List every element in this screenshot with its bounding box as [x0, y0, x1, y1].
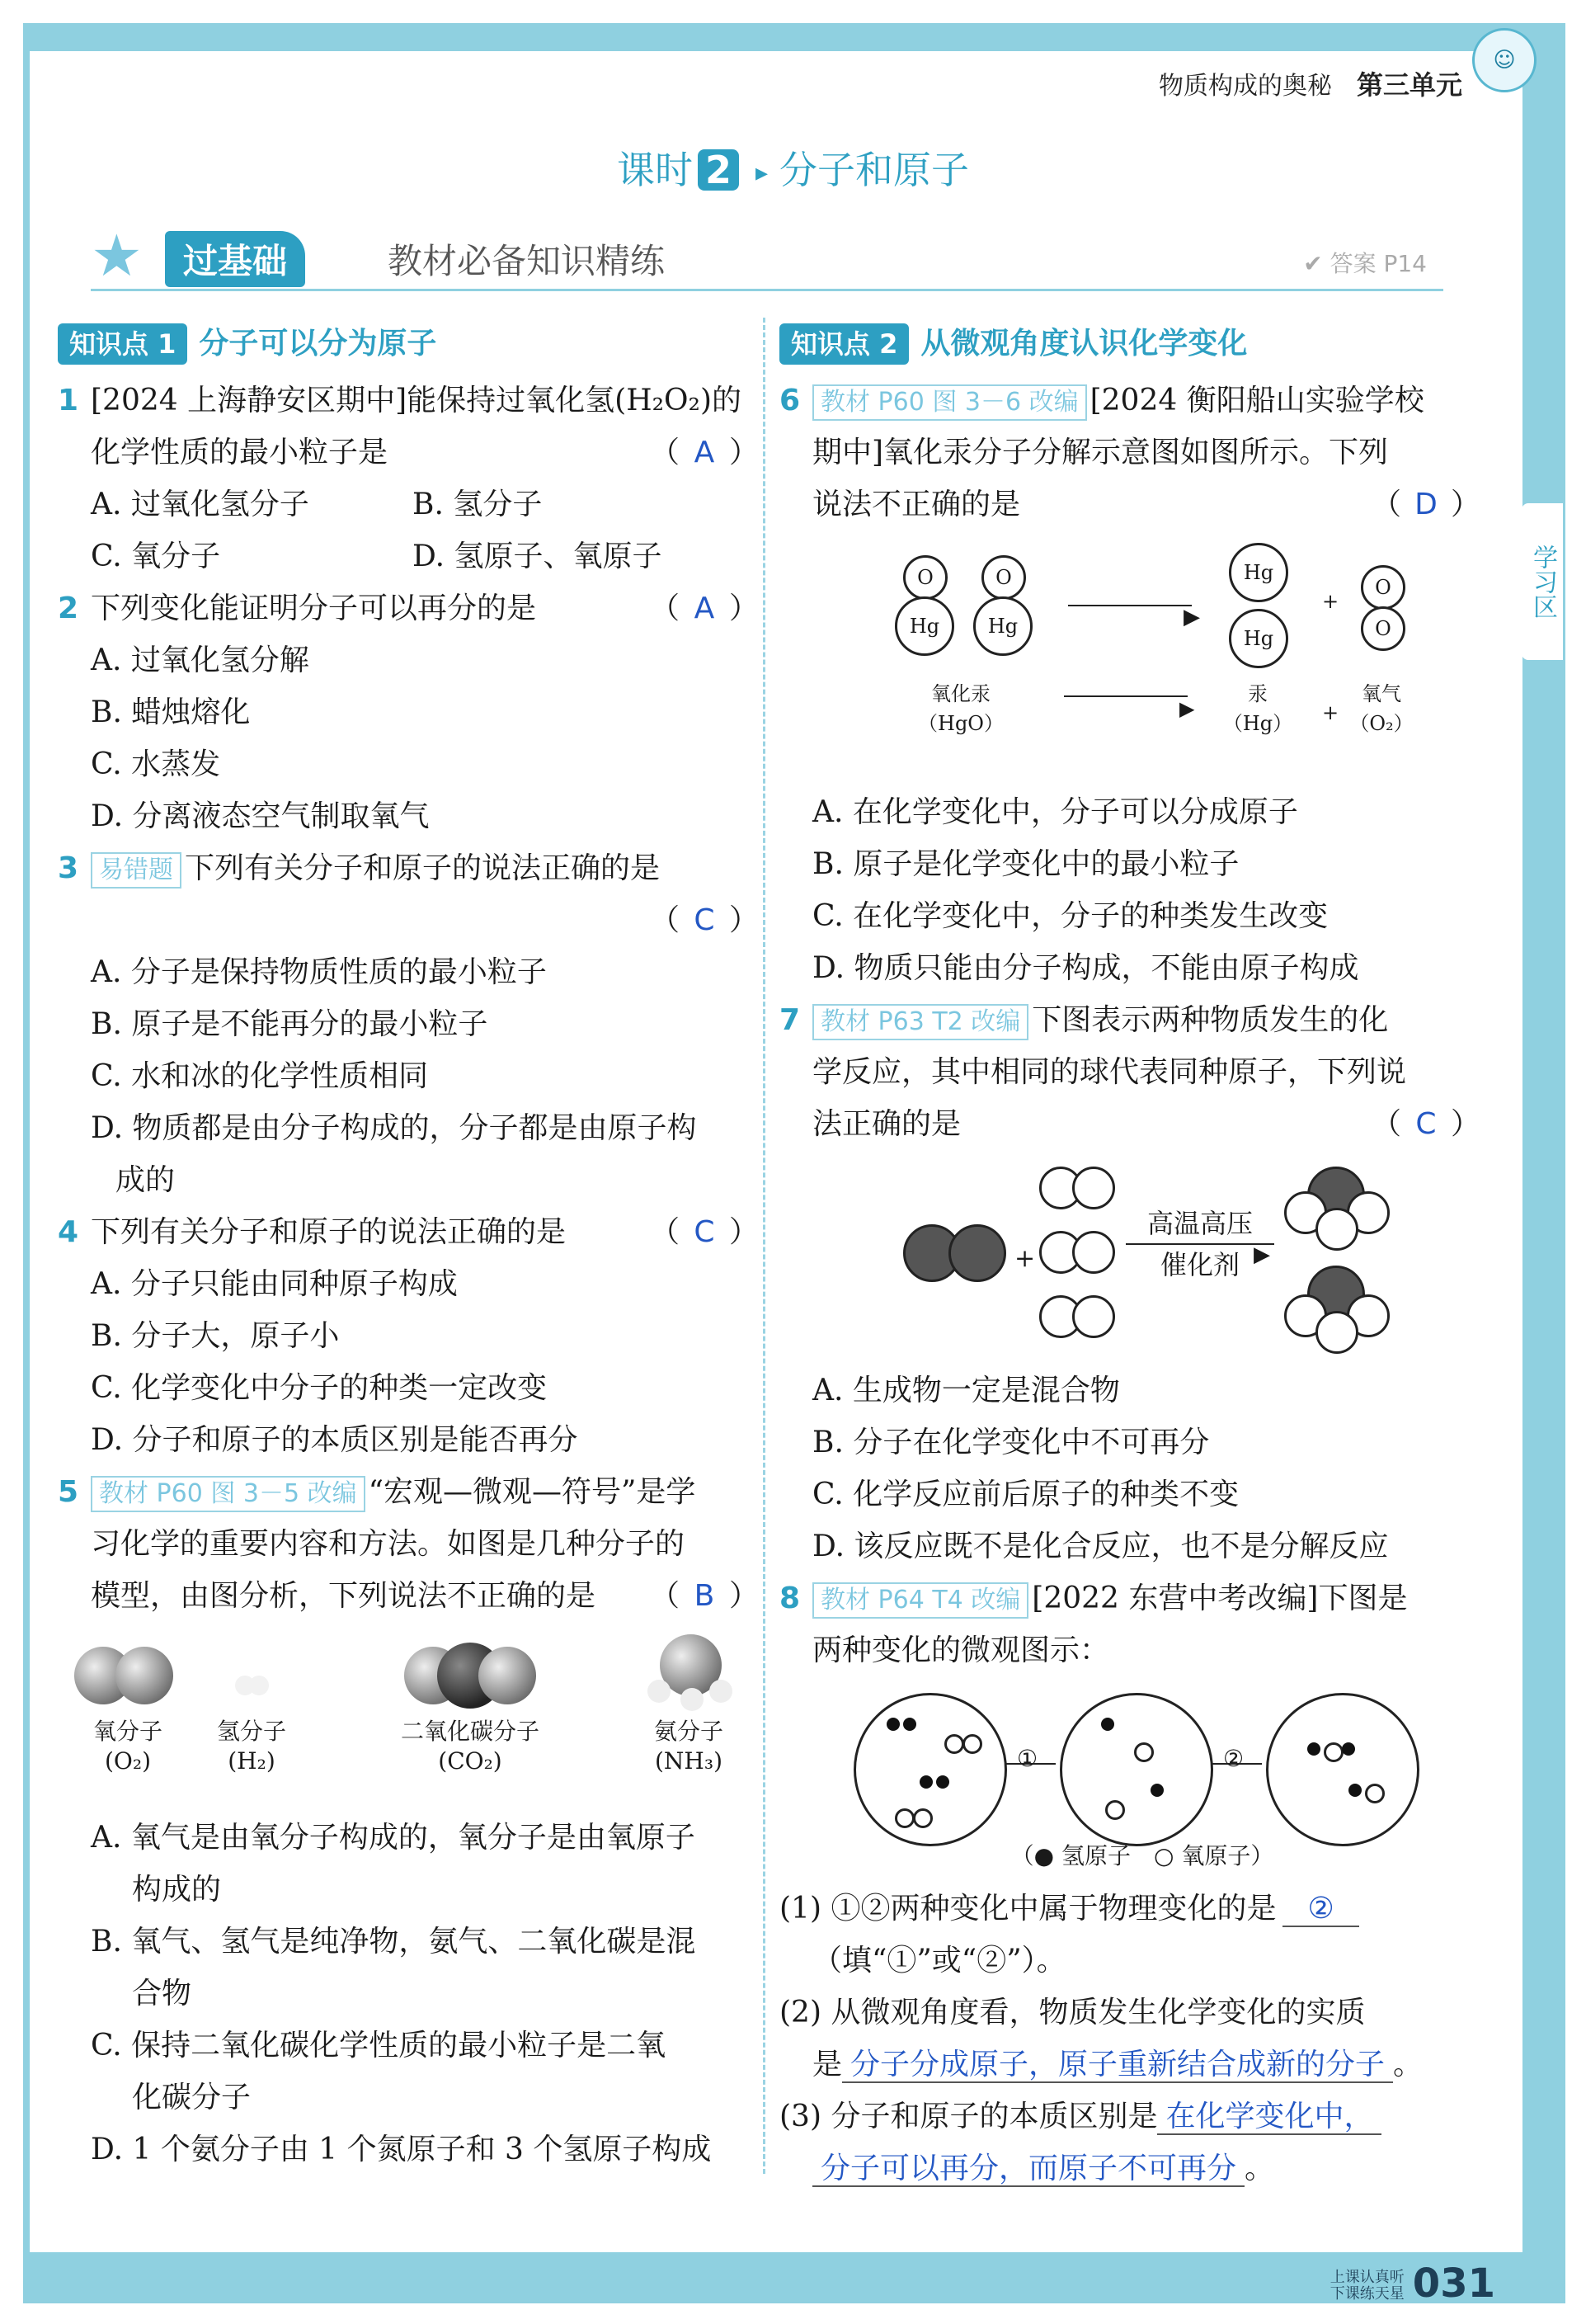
option-d: D. 该反应既不是化合反应，也不是分解反应	[812, 1530, 1389, 1563]
plus-sign: +	[1014, 1244, 1036, 1273]
option-c: C. 化学变化中分子的种类一定改变	[91, 1371, 548, 1405]
option-d: D. 分子和原子的本质区别是能否再分	[91, 1423, 578, 1457]
question-7	[779, 994, 1480, 1046]
product-label	[1340, 679, 1423, 738]
molecule-label	[635, 1717, 742, 1776]
mercury-oxide-figure	[779, 539, 1480, 778]
period: 。	[1245, 2152, 1275, 2185]
molecule-label	[74, 1717, 181, 1776]
kp-title: 分子可以分为原子	[199, 327, 437, 361]
oxygen-atom	[1324, 1742, 1344, 1762]
page-frame-left	[23, 23, 30, 2303]
answer-blank: 在化学变化中，	[1157, 2100, 1381, 2135]
answer-choice: C	[694, 903, 715, 937]
question-stem: 下图表示两种物质发生的化	[1032, 1003, 1389, 1037]
oxygen-atom	[1365, 1784, 1385, 1803]
step-1-label: ①	[1017, 1745, 1038, 1772]
option-b: B. 分子大，原子小	[91, 1319, 340, 1353]
option-a-cont: 构成的	[132, 1873, 222, 1907]
page-number: 031	[1412, 2260, 1495, 2307]
slogan-line: 上课认真听	[1330, 2269, 1405, 2286]
hydrogen-atom	[936, 1775, 949, 1789]
answer-slot: （ A ）	[650, 582, 759, 634]
question-tag: 易错题	[91, 852, 181, 889]
section-banner	[91, 223, 1443, 291]
kp-title: 从微观角度认识化学变化	[920, 327, 1248, 361]
option-a: A. 在化学变化中，分子可以分成原子	[812, 795, 1298, 829]
question-number: 1	[58, 384, 79, 417]
question-1	[58, 375, 759, 478]
triangle-icon: ▸	[755, 158, 769, 187]
left-column	[58, 318, 759, 2176]
question-stem-line	[779, 1098, 1480, 1150]
option-a: A. 过氧化氢分解	[91, 643, 309, 677]
question-stem: 下列变化能证明分子可以再分的是	[91, 592, 537, 625]
question-number: 5	[58, 1475, 79, 1509]
label-name: 汞	[1248, 682, 1268, 705]
label-formula: （Hg）	[1222, 712, 1293, 735]
light-atom	[1315, 1208, 1358, 1251]
hydrogen-atom	[680, 1688, 704, 1711]
state-circle-3	[1266, 1693, 1419, 1846]
option-c: C. 在化学变化中，分子的种类发生改变	[812, 899, 1329, 933]
option-d: D. 氢原子、氧原子	[412, 540, 662, 573]
question-number: 7	[779, 1003, 801, 1037]
label-formula: （HgO）	[918, 712, 1004, 735]
answer-page: 答案 P14	[1330, 250, 1427, 277]
question-stem: [2024 衡阳船山实验学校	[1089, 384, 1424, 417]
hydrogen-atom	[920, 1775, 933, 1789]
hydrogen-atom	[887, 1718, 900, 1731]
option-b: B. 蜡烛熔化	[91, 695, 251, 729]
question-stem-line	[779, 478, 1480, 530]
hydrogen-atom	[903, 1718, 916, 1731]
answer-blank: 分子可以再分，而原子不可再分	[812, 2152, 1245, 2187]
sub-question-text: (3) 分子和原子的本质区别是	[779, 2100, 1158, 2133]
answer-choice: A	[694, 436, 715, 469]
sub-question-1	[779, 1883, 1480, 1935]
mercury-atom: Hg	[895, 596, 954, 656]
question-5	[58, 1466, 759, 1518]
plus-sign: +	[1322, 701, 1339, 724]
page-frame-right	[1522, 23, 1565, 2300]
question-number: 3	[58, 851, 79, 885]
light-atom	[1072, 1295, 1115, 1338]
question-tag: 教材 P63 T2 改编	[812, 1004, 1028, 1040]
hydrogen-atom	[1101, 1718, 1114, 1731]
question-stem: 下列有关分子和原子的说法正确的是	[185, 851, 661, 885]
question-tag: 教材 P60 图 3－5 改编	[91, 1476, 365, 1512]
period: 。	[1393, 2048, 1424, 2081]
option-b-cont: 合物	[132, 1977, 192, 2011]
question-number: 2	[58, 592, 79, 625]
question-stem: 下列有关分子和原子的说法正确的是	[91, 1215, 567, 1249]
answer-choice: D	[1414, 488, 1438, 521]
question-3	[58, 842, 759, 894]
page-number-block	[1330, 2260, 1495, 2307]
molecule-name: 氧分子	[92, 1718, 162, 1745]
option-d: D. 物质只能由分子构成，不能由原子构成	[812, 951, 1359, 985]
molecule-name: 二氧化碳分子	[400, 1718, 539, 1745]
reactant-label	[903, 679, 1019, 738]
option-b: B. 氧气、氢气是纯净物，氨气、二氧化碳是混	[91, 1925, 696, 1959]
star-icon: ★	[91, 222, 143, 290]
mercury-atom: Hg	[973, 596, 1033, 656]
dark-atom	[948, 1224, 1006, 1282]
oxygen-atom	[895, 1808, 915, 1828]
figure-legend: （● 氢原子 ○ 氧原子）	[1010, 1842, 1274, 1869]
sub-question-2-answer	[779, 2039, 1480, 2091]
sub-question-3-answer	[779, 2143, 1480, 2194]
option-d: D. 分离液态空气制取氧气	[91, 799, 430, 833]
hydrogen-atom	[1348, 1784, 1362, 1797]
reaction-arrow	[1064, 695, 1188, 697]
sub-question-2: (2) 从微观角度看，物质发生化学变化的实质	[779, 1996, 1366, 2029]
option-a: A. 分子是保持物质性质的最小粒子	[91, 955, 547, 989]
option-d-cont: 成的	[115, 1163, 176, 1197]
label-formula: （O₂）	[1349, 712, 1414, 735]
option-a: A. 过氧化氢分子	[91, 488, 309, 521]
plus-sign: +	[1322, 590, 1339, 613]
molecule-models-figure	[58, 1630, 759, 1803]
arrow-head-icon: ▶	[1184, 605, 1200, 629]
molecule-formula: (O₂)	[104, 1747, 152, 1775]
option-a: A. 分子只能由同种原子构成	[91, 1267, 458, 1301]
answer-slot: （ A ）	[650, 427, 759, 478]
option-c: C. 水蒸发	[91, 747, 221, 781]
label-name: 氧气	[1362, 682, 1401, 705]
question-stem-text: 法正确的是	[812, 1107, 962, 1141]
question-stem-text: 说法不正确的是	[812, 488, 1021, 521]
oxygen-atom: O	[903, 555, 948, 600]
option-b: B. 分子在化学变化中不可再分	[812, 1426, 1210, 1459]
molecule-formula: (NH₃)	[655, 1747, 722, 1775]
answer-choice: B	[694, 1579, 715, 1613]
oxygen-atom: O	[981, 555, 1026, 600]
question-8	[779, 1572, 1480, 1624]
slogan-line: 下课练天星	[1330, 2285, 1405, 2303]
option-c: C. 化学反应前后原子的种类不变	[812, 1478, 1240, 1511]
option-c: C. 水和冰的化学性质相同	[91, 1059, 429, 1093]
lesson-title	[0, 140, 1586, 195]
option-b: B. 原子是不能再分的最小粒子	[91, 1007, 488, 1041]
state-circle-2	[1060, 1693, 1213, 1846]
knowledge-point-2	[779, 318, 1480, 370]
chapter-title: 物质构成的奥秘	[1158, 72, 1332, 101]
oxygen-atom	[944, 1734, 964, 1754]
step-2-label: ②	[1223, 1745, 1245, 1772]
hydrogen-atom	[1151, 1784, 1164, 1797]
lesson-name: 分子和原子	[779, 148, 970, 192]
question-stem: [2022 东营中考改编]下图是	[1032, 1582, 1408, 1615]
options-row	[58, 478, 759, 530]
microscopic-change-figure	[779, 1685, 1480, 1874]
question-stem: “宏观—微观—符号”是学	[368, 1475, 696, 1509]
question-number: 6	[779, 384, 801, 417]
section-tag: 过基础	[165, 231, 305, 287]
label-name: 氧化汞	[931, 682, 991, 705]
hydrogen-atom	[249, 1676, 269, 1695]
hydrogen-atom	[1307, 1742, 1320, 1756]
section-subtitle: 教材必备知识精练	[388, 241, 666, 281]
reaction-condition	[1126, 1204, 1274, 1285]
oxygen-atom	[478, 1647, 536, 1704]
option-d: D. 物质都是由分子构成的，分子都是由原子构	[91, 1111, 697, 1145]
oxygen-atom	[913, 1808, 933, 1828]
answer-blank: 分子分成原子，原子重新结合成新的分子	[842, 2048, 1393, 2083]
oxygen-atom	[1134, 1742, 1154, 1762]
kp-tag: 知识点 2	[779, 323, 909, 365]
answer-slot: （ C ）	[1372, 1098, 1480, 1150]
column-divider	[763, 318, 765, 2174]
option-b: B. 原子是化学变化中的最小粒子	[812, 847, 1240, 881]
answer-slot: （ B ）	[650, 1570, 759, 1622]
option-a: A. 氧气是由氧分子构成的，氧分子是由氧原子	[91, 1821, 695, 1855]
answer-choice: C	[1415, 1107, 1437, 1141]
molecule-formula: (H₂)	[228, 1747, 275, 1775]
question-4	[58, 1206, 759, 1258]
answer-slot: （ C ）	[58, 894, 759, 946]
kp-tag: 知识点 1	[58, 323, 187, 365]
question-stem-line: 习化学的重要内容和方法。如图是几种分子的	[91, 1527, 685, 1561]
sub-question-text: 是	[812, 2048, 843, 2081]
oxygen-atom	[962, 1734, 982, 1754]
mercury-atom: Hg	[1229, 609, 1288, 668]
running-header	[1159, 64, 1462, 102]
light-atom	[1315, 1311, 1358, 1354]
hydrogen-atom	[1342, 1742, 1355, 1756]
product-label	[1217, 679, 1299, 738]
question-stem-line: 两种变化的微观图示：	[812, 1633, 1110, 1667]
oxygen-atom	[1105, 1800, 1125, 1820]
molecule-label	[198, 1717, 305, 1776]
question-2	[58, 582, 759, 634]
question-tag: 教材 P64 T4 改编	[812, 1582, 1028, 1619]
sub-question-hint: （填“①”或“②”）。	[812, 1944, 1066, 1978]
answer-choice: A	[694, 592, 715, 625]
footer-slogan	[1330, 2270, 1405, 2303]
reaction-arrow	[1068, 605, 1192, 606]
option-c: C. 保持二氧化碳化学性质的最小粒子是二氧	[91, 2029, 666, 2062]
question-tag: 教材 P60 图 3－6 改编	[812, 384, 1087, 421]
option-c: C. 氧分子	[91, 540, 221, 573]
question-stem: [2024 上海静安区期中]能保持过氧化氢(H₂O₂)的化学性质的最小粒子是	[91, 384, 742, 469]
question-6	[779, 375, 1480, 427]
option-a: A. 生成物一定是混合物	[812, 1374, 1120, 1407]
sub-question-3	[779, 2091, 1480, 2143]
options-row	[58, 530, 759, 582]
oxygen-atom: O	[1361, 606, 1405, 651]
sub-question-text: (1) ①②两种变化中属于物理变化的是	[779, 1892, 1277, 1926]
answer-slot: （ C ）	[650, 1206, 759, 1258]
answer-choice: C	[694, 1215, 715, 1249]
answer-blank: ②	[1282, 1892, 1358, 1927]
option-d: D. 1 个氨分子由 1 个氮原子和 3 个氢原子构成	[91, 2133, 712, 2166]
question-stem-text: 模型，由图分析，下列说法不正确的是	[91, 1579, 596, 1613]
knowledge-point-1	[58, 318, 759, 370]
page-frame-top	[23, 23, 1565, 51]
answer-reference	[1303, 246, 1427, 279]
lesson-number: 2	[698, 149, 739, 191]
arrow-head-icon: ▶	[1254, 1242, 1270, 1267]
hydrogen-atom	[709, 1680, 732, 1703]
question-stem-line	[58, 1570, 759, 1622]
oxygen-atom	[115, 1647, 173, 1704]
oxygen-atom: O	[1361, 565, 1405, 610]
option-c-cont: 化碳分子	[132, 2081, 252, 2114]
study-area-tab[interactable]: 学习区	[1522, 503, 1563, 660]
unit-title: 第三单元	[1356, 69, 1462, 101]
molecule-name: 氢分子	[216, 1718, 286, 1745]
mercury-atom: Hg	[1229, 543, 1288, 602]
question-stem-line: 期中]氧化汞分子分解示意图如图所示。下列	[812, 436, 1389, 469]
reaction-figure	[779, 1158, 1480, 1356]
lesson-prefix: 课时	[616, 148, 693, 192]
question-number: 4	[58, 1215, 79, 1249]
molecule-formula: (CO₂)	[438, 1747, 502, 1775]
molecule-name: 氨分子	[653, 1718, 723, 1745]
condition-bottom: 催化剂	[1160, 1249, 1240, 1280]
light-atom	[1072, 1167, 1115, 1209]
light-atom	[1072, 1231, 1115, 1274]
question-stem-line: 学反应，其中相同的球代表同种原子，下列说	[812, 1055, 1407, 1089]
condition-top: 高温高压	[1126, 1204, 1274, 1245]
hydrogen-atom	[647, 1680, 671, 1703]
arrow-head-icon: ▶	[1179, 697, 1195, 720]
molecule-label	[371, 1717, 569, 1776]
question-number: 8	[779, 1582, 801, 1615]
mascot-icon: ☺	[1472, 28, 1537, 92]
right-column	[779, 318, 1480, 2194]
check-icon: ✔	[1303, 250, 1330, 277]
answer-slot: （ D ）	[1372, 478, 1480, 530]
option-b: B. 氢分子	[412, 488, 543, 521]
